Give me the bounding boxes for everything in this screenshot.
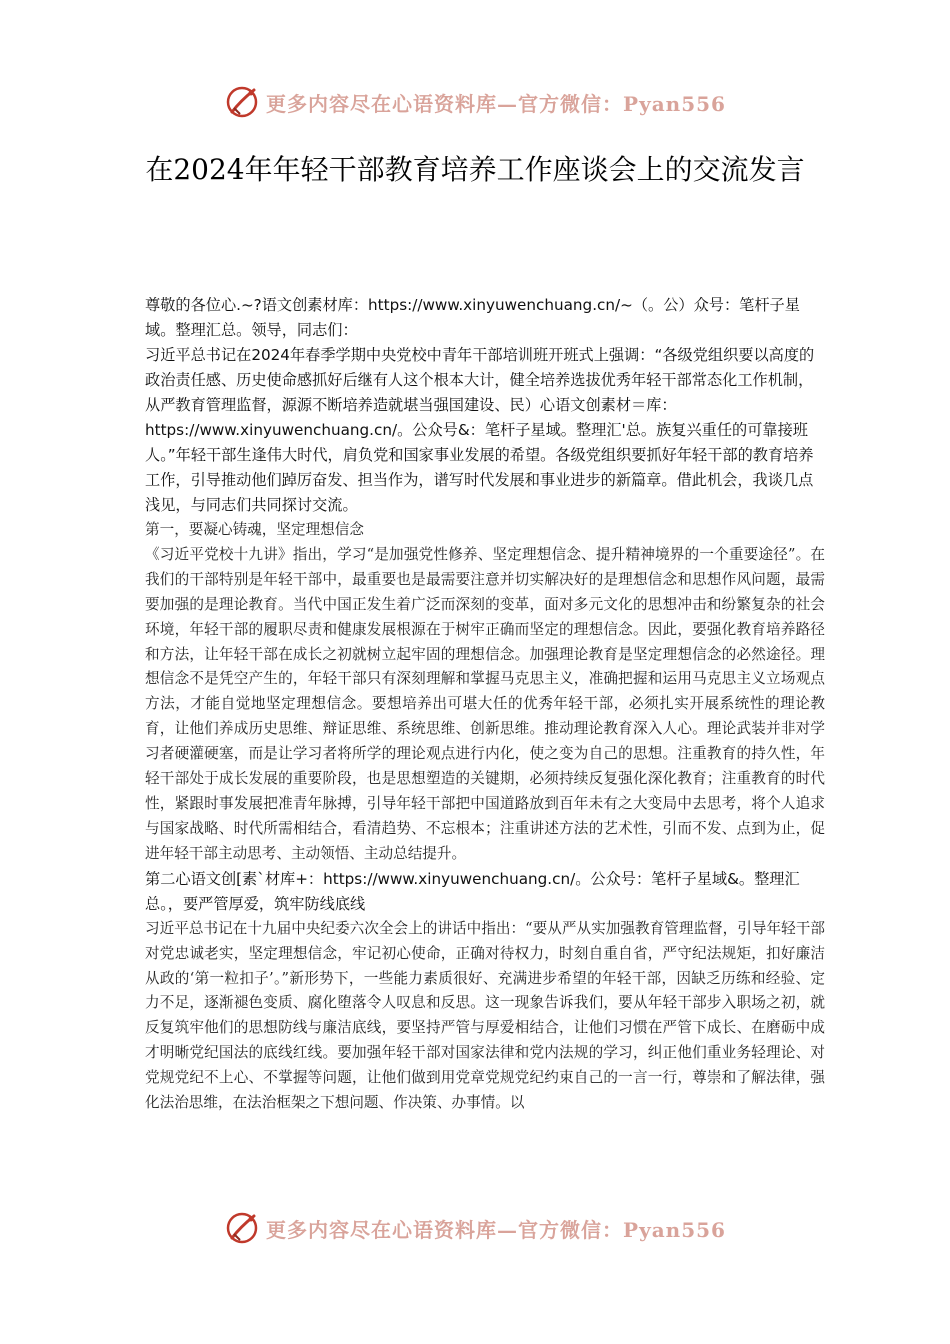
watermark-text: 更多内容尽在心语资料库—官方微信：Pyan556: [266, 1217, 726, 1242]
salutation-paragraph: 尊敬的各位心.~?语文创素材库：https://www.xinyuwenchuang.cn/~（。公）众号：笔杆子星域。整理汇总。领导，同志们：: [145, 296, 800, 339]
header-watermark-banner: [0, 80, 950, 124]
watermark-text: 更多内容尽在心语资料库—官方微信：Pyan556: [266, 91, 726, 116]
section-body-first: 《习近平党校十九讲》指出，学习“是加强党性修养、坚定理想信念、提升精神境界的一个重要途径”。在我们的干部特别是年轻干部中，最重要也是最需要注意并切实解决好的是理想信念和思想作风问题，最需要加强的是理论教育。当代中国正发生着广泛而深刻的变革，面对多元文化的思想冲击和纷繁复杂的社会环境，年轻干部的履职尽责和健康发展根源在于树牢正确而坚定的理想信念。因此，要强化教育培养路径和方法，让年轻干部在成长之初就树立起牢固的理想信念。加强理论教育是坚定理想信念的必然途径。理想信念不是凭空产生的，年轻干部只有深刻理解和掌握马克思主义，准确把握和运用马克思主义立场观点方法，才能自觉地坚定理想信念。要想培养出可堪大任的优秀年轻干部，必须扎实开展系统性的理论教育，让他们养成历史思维、辩证思维、系统思维、创新思维。推动理论教育深入人心。理论武装并非对学习者硬灌硬塞，而是让学习者将所学的理论观点进行内化，使之变为自己的思想。注重教育的持久性，年轻干部处于成长发展的重要阶段，也是思想塑造的关键期，必须持续反复强化深化教育；注重教育的时代性，紧跟时事发展把准青年脉搏，引导年轻干部把中国道路放到百年未有之大变局中去思考，将个人追求与国家战略、时代所需相结合，看清趋势、不忘根本；注重讲述方法的艺术性，引而不发、点到为止，促进年轻干部主动思考、主动领悟、主动总结提升。: [145, 545, 825, 862]
section-heading-first: 第一，要凝心铸魂，坚定理想信念: [145, 521, 364, 538]
document-body: [145, 293, 825, 1116]
document-title: 在2024年年轻干部教育培养工作座谈会上的交流发言: [145, 153, 805, 186]
brush-logo-icon: [224, 84, 260, 120]
intro-paragraph: 习近平总书记在2024年春季学期中央党校中青年干部培训班开班式上强调：“各级党组织要以高度的政治责任感、历史使命感抓好后继有人这个根本大计，健全培养选拔优秀年轻干部常态化工作机制，从严教育管理监督，源源不断培养造就堪当强国建设、民）心语文创素材＝库：https://www.xinyuwenchuang.cn/。公众号&：笔杆子星域。整理汇'总。族复兴重任的可靠接班人。”年轻干部生逢伟大时代，肩负党和国家事业发展的希望。各级党组织要抓好年轻干部的教育培养工作，引导推动他们踔厉奋发、担当作为，谱写时代发展和事业进步的新篇章。借此机会，我谈几点浅见，与同志们共同探讨交流。: [145, 346, 815, 514]
section-body-second: 习近平总书记在十九届中央纪委六次全会上的讲话中指出：“要从严从实加强教育管理监督，引导年轻干部对党忠诚老实，坚定理想信念，牢记初心使命，正确对待权力，时刻自重自省，严守纪法规矩，扣好廉洁从政的‘第一粒扣子’。”新形势下，一些能力素质很好、充满进步希望的年轻干部，因缺乏历练和经验、定力不足，逐渐褪色变质、腐化堕落令人叹息和反思。这一现象告诉我们，要从年轻干部步入职场之初，就反复筑牢他们的思想防线与廉洁底线，要坚持严管与厚爱相结合，让他们习惯在严管下成长、在磨砺中成才明晰党纪国法的底线红线。要加强年轻干部对国家法律和党内法规的学习，纠正他们重业务轻理论、对党规党纪不上心、不掌握等问题，让他们做到用党章党规党纪约束自己的一言一行，尊崇和了解法律，强化法治思维，在法治框架之下想问题、作决策、办事情。以: [145, 919, 825, 1112]
brush-logo-icon: [224, 1210, 260, 1246]
footer-watermark-banner: [0, 1206, 950, 1250]
section-heading-second: 第二心语文创[素`材库+：https://www.xinyuwenchuang.cn/。公众号：笔杆子星域&。整理汇总。，要严管厚爱，筑牢防线底线: [145, 869, 800, 913]
